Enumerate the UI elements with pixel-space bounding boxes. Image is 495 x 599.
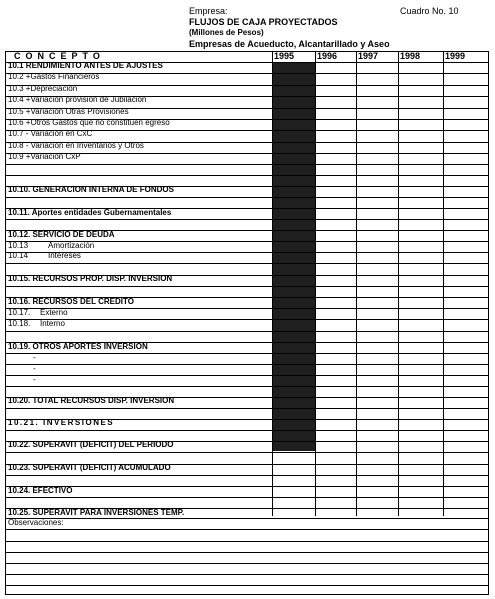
column-divider [443,51,444,516]
year-header: 1999 [445,51,466,61]
row-rule [5,252,489,253]
report-units: (Millones de Pesos) [189,28,264,37]
row-label: Externo [40,308,68,317]
row-label: 10.12. SERVICIO DE DEUDA [8,230,115,239]
table-number: Cuadro No. 10 [400,6,459,16]
row-rule [5,286,489,287]
row-rule [5,275,489,276]
row-rule [5,518,489,519]
row-label: 10.1 RENDIMIENTO ANTES DE AJUSTES [8,61,163,70]
row-rule [5,208,489,209]
column-divider [398,51,399,516]
row-label: 10.5 +Variación Otras Provisiones [8,107,129,116]
year-header: 1996 [317,51,338,61]
row-rule [5,142,489,143]
observation-rule [5,552,489,553]
empresa-label: Empresa: [189,6,228,16]
row-rule [5,219,489,220]
row-rule [5,297,489,298]
observation-rule [5,541,489,542]
row-label: 10.25. SUPERAVIT PARA INVERSIONES TEMP. [8,508,185,517]
shaded-1995-column [272,62,315,451]
row-rule [5,430,489,431]
row-label: 10.23. SUPERAVIT (DEFICIT) ACUMULADO [8,463,171,472]
row-rule [5,508,489,509]
row-label: 10.16. RECURSOS DEL CREDITO [8,297,134,306]
row-rule [5,364,489,365]
row-label: 10.22. SUPERAVIT (DEFICIT) DEL PERIODO [8,440,174,449]
row-rule [5,408,489,409]
observation-rule [5,585,489,586]
column-divider [356,51,357,516]
year-header: 1997 [358,51,379,61]
row-rule [5,130,489,131]
row-rule [5,319,489,320]
year-header: 1995 [274,51,295,61]
observations-label: Observaciones: [8,518,64,527]
row-rule [5,497,489,498]
row-label: 10.18. [8,319,31,328]
row-label: 10.19. OTROS APORTES INVERSION [8,342,148,351]
row-label: 10.4 +Variación provisión de Jubilación [8,95,147,104]
row-label: 10.7 - Variación en CxC [8,129,93,138]
row-label: 10.24. EFECTIVO [8,486,73,495]
row-label: 10.15. RECURSOS PROP. DISP. INVERSION [8,274,173,283]
column-divider [272,51,273,516]
row-rule [5,308,489,309]
report-title: FLUJOS DE CAJA PROYECTADOS [189,17,338,27]
row-rule [5,375,489,376]
row-rule [5,62,489,63]
row-label: 10.2 +Gastos Financieros [8,72,100,81]
row-label: Amortización [48,241,95,250]
row-rule [5,419,489,420]
row-label: Interno [40,319,65,328]
row-rule [5,331,489,332]
row-rule [5,119,489,120]
row-rule [5,96,489,97]
row-rule [5,164,489,165]
row-rule [5,486,489,487]
row-rule [5,441,489,442]
row-rule [5,353,489,354]
row-label: 10.3 +Depreciación [8,84,78,93]
row-rule [5,464,489,465]
row-label: 10.21. INVERSIONES [8,418,115,427]
row-rule [5,452,489,453]
row-label: Intereses [48,251,81,260]
row-rule [5,263,489,264]
row-rule [5,73,489,74]
row-label: 10.6 +Otros Gastos que no constituen egreso [8,118,170,127]
row-dash: - [33,364,36,373]
concept-header: CONCEPTO [14,51,105,61]
row-label: 10.20. TOTAL RECURSOS DISP. INVERSION [8,396,175,405]
row-rule [5,475,489,476]
row-label: 10.9 +Variación CxP [8,152,81,161]
row-rule [5,397,489,398]
row-dash: - [33,353,36,362]
row-rule [5,108,489,109]
row-label: 10.14 [8,251,29,260]
observation-rule [5,574,489,575]
report-subtitle: Empresas de Acueducto, Alcantarillado y Aseo [189,39,390,49]
row-rule [5,186,489,187]
row-rule [5,197,489,198]
row-rule [5,342,489,343]
row-rule [5,175,489,176]
row-dash: - [33,375,36,384]
year-header: 1998 [400,51,421,61]
column-divider [315,51,316,516]
row-rule [5,241,489,242]
row-rule [5,386,489,387]
observation-rule [5,529,489,530]
row-label: 10.11. Aportes entidades Gubernamentales [8,208,172,217]
row-rule [5,85,489,86]
row-label: 10.17. [8,308,31,317]
row-rule [5,230,489,231]
row-label: 10.8 - Variación en Inventarios y Otros [8,141,144,150]
row-rule [5,153,489,154]
observation-rule [5,563,489,564]
row-label: 10.13 [8,241,29,250]
row-label: 10.10. GENERACION INTERNA DE FONDOS [8,185,174,194]
